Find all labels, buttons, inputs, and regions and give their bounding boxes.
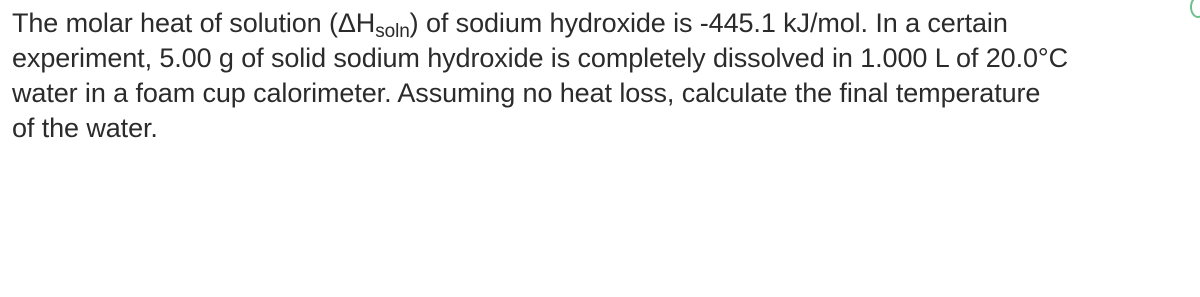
problem-line-3: water in a foam cup calorimeter. Assuming no heat loss, calculate the final temperature — [12, 78, 1041, 108]
problem-text — [12, 6, 1192, 146]
problem-line-1-start: The molar heat of solution (ΔH — [12, 8, 376, 38]
enthalpy-subscript: soln — [375, 21, 410, 42]
problem-line-1 — [12, 6, 1192, 41]
problem-line-1-end: ) of sodium hydroxide is -445.1 kJ/mol. In a certain — [409, 8, 1008, 38]
problem-line-4: of the water. — [12, 113, 158, 143]
problem-line-2: experiment, 5.00 g of solid sodium hydroxide is completely dissolved in 1.000 L of 20.0°C — [12, 43, 1068, 73]
